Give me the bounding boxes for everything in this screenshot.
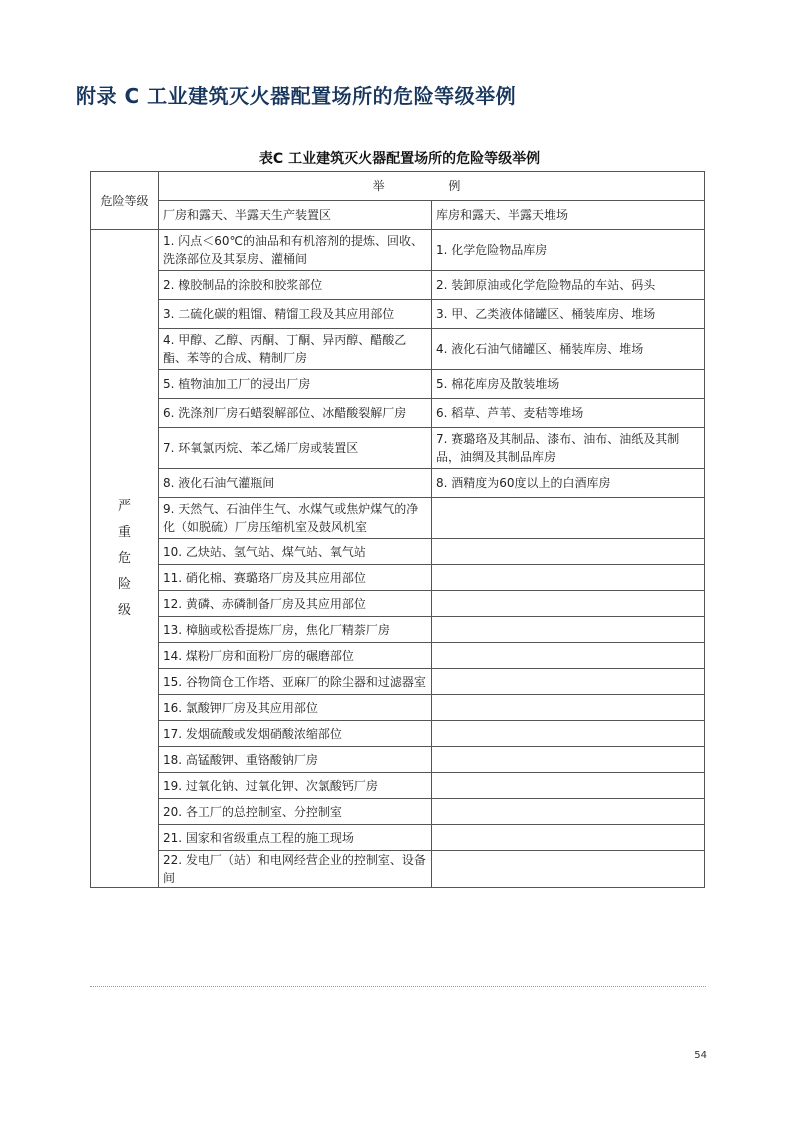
hazard-level-cell [91, 230, 159, 888]
factory-example-cell: 4. 甲醇、乙醇、丙酮、丁酮、异丙醇、醋酸乙酯、苯等的合成、精制厂房 [159, 329, 432, 370]
table-row [91, 370, 705, 399]
warehouse-example-cell: 2. 装卸原油或化学危险物品的车站、码头 [432, 271, 705, 300]
warehouse-example-cell [432, 721, 705, 747]
warehouse-example-cell: 4. 液化石油气储罐区、桶装库房、堆场 [432, 329, 705, 370]
factory-example-cell: 6. 洗涤剂厂房石蜡裂解部位、冰醋酸裂解厂房 [159, 399, 432, 428]
factory-example-cell: 8. 液化石油气灌瓶间 [159, 469, 432, 498]
factory-example-cell: 21. 国家和省级重点工程的施工现场 [159, 825, 432, 851]
table-row [91, 825, 705, 851]
warehouse-example-cell [432, 643, 705, 669]
table-row [91, 721, 705, 747]
table-row [91, 643, 705, 669]
header-factory: 厂房和露天、半露天生产装置区 [159, 201, 432, 230]
table-subheader-row [91, 201, 705, 230]
table-header-row [91, 172, 705, 201]
warehouse-example-cell: 8. 酒精度为60度以上的白酒库房 [432, 469, 705, 498]
table-row [91, 851, 705, 888]
warehouse-example-cell [432, 617, 705, 643]
table-row [91, 469, 705, 498]
factory-example-cell: 13. 樟脑或松香提炼厂房，焦化厂精萘厂房 [159, 617, 432, 643]
factory-example-cell: 5. 植物油加工厂的浸出厂房 [159, 370, 432, 399]
warehouse-example-cell [432, 695, 705, 721]
header-hazard-level: 危险等级 [91, 172, 159, 230]
warehouse-example-cell [432, 773, 705, 799]
factory-example-cell: 9. 天然气、石油伴生气、水煤气或焦炉煤气的净化（如脱硫）厂房压缩机室及鼓风机室 [159, 498, 432, 539]
factory-example-cell: 12. 黄磷、赤磷制备厂房及其应用部位 [159, 591, 432, 617]
table-bottom-rule [90, 986, 706, 987]
table-row [91, 399, 705, 428]
factory-example-cell: 16. 氯酸钾厂房及其应用部位 [159, 695, 432, 721]
table-row [91, 428, 705, 469]
table-row [91, 747, 705, 773]
warehouse-example-cell [432, 825, 705, 851]
factory-example-cell: 18. 高锰酸钾、重铬酸钠厂房 [159, 747, 432, 773]
warehouse-example-cell [432, 565, 705, 591]
appendix-title: 附录 C 工业建筑灭火器配置场所的危险等级举例 [76, 84, 517, 108]
warehouse-example-cell: 6. 稻草、芦苇、麦秸等堆场 [432, 399, 705, 428]
table-row [91, 329, 705, 370]
table-row [91, 498, 705, 539]
warehouse-example-cell: 7. 赛璐珞及其制品、漆布、油布、油纸及其制品，油绸及其制品库房 [432, 428, 705, 469]
header-warehouse: 库房和露天、半露天堆场 [432, 201, 705, 230]
factory-example-cell: 22. 发电厂（站）和电网经营企业的控制室、设备间 [159, 851, 432, 888]
warehouse-example-cell [432, 747, 705, 773]
factory-example-cell: 19. 过氧化钠、过氧化钾、次氯酸钙厂房 [159, 773, 432, 799]
warehouse-example-cell: 3. 甲、乙类液体储罐区、桶装库房、堆场 [432, 300, 705, 329]
table-row [91, 591, 705, 617]
warehouse-example-cell [432, 669, 705, 695]
hazard-level-table [90, 171, 705, 888]
factory-example-cell: 11. 硝化棉、赛璐珞厂房及其应用部位 [159, 565, 432, 591]
table-row [91, 230, 705, 271]
table-row [91, 617, 705, 643]
factory-example-cell: 15. 谷物筒仓工作塔、亚麻厂的除尘器和过滤器室 [159, 669, 432, 695]
page-number: 54 [694, 1050, 707, 1061]
table-row [91, 300, 705, 329]
warehouse-example-cell: 1. 化学危险物品库房 [432, 230, 705, 271]
table-caption: 表C 工业建筑灭火器配置场所的危险等级举例 [258, 151, 541, 167]
factory-example-cell: 1. 闪点＜60℃的油品和有机溶剂的提炼、回收、洗涤部位及其泵房、灌桶间 [159, 230, 432, 271]
hazard-level-label: 严重危险级 [117, 498, 131, 618]
table-row [91, 271, 705, 300]
factory-example-cell: 17. 发烟硫酸或发烟硝酸浓缩部位 [159, 721, 432, 747]
table-row [91, 565, 705, 591]
warehouse-example-cell [432, 498, 705, 539]
header-examples: 举 例 [159, 172, 705, 201]
table-row [91, 773, 705, 799]
table-row [91, 695, 705, 721]
factory-example-cell: 14. 煤粉厂房和面粉厂房的碾磨部位 [159, 643, 432, 669]
factory-example-cell: 7. 环氧氯丙烷、苯乙烯厂房或装置区 [159, 428, 432, 469]
warehouse-example-cell: 5. 棉花库房及散装堆场 [432, 370, 705, 399]
warehouse-example-cell [432, 591, 705, 617]
warehouse-example-cell [432, 851, 705, 888]
table-row [91, 669, 705, 695]
table-row [91, 799, 705, 825]
warehouse-example-cell [432, 539, 705, 565]
factory-example-cell: 10. 乙炔站、氢气站、煤气站、氧气站 [159, 539, 432, 565]
factory-example-cell: 20. 各工厂的总控制室、分控制室 [159, 799, 432, 825]
table-row [91, 539, 705, 565]
warehouse-example-cell [432, 799, 705, 825]
factory-example-cell: 2. 橡胶制品的涂胶和胶浆部位 [159, 271, 432, 300]
factory-example-cell: 3. 二硫化碳的粗馏、精馏工段及其应用部位 [159, 300, 432, 329]
